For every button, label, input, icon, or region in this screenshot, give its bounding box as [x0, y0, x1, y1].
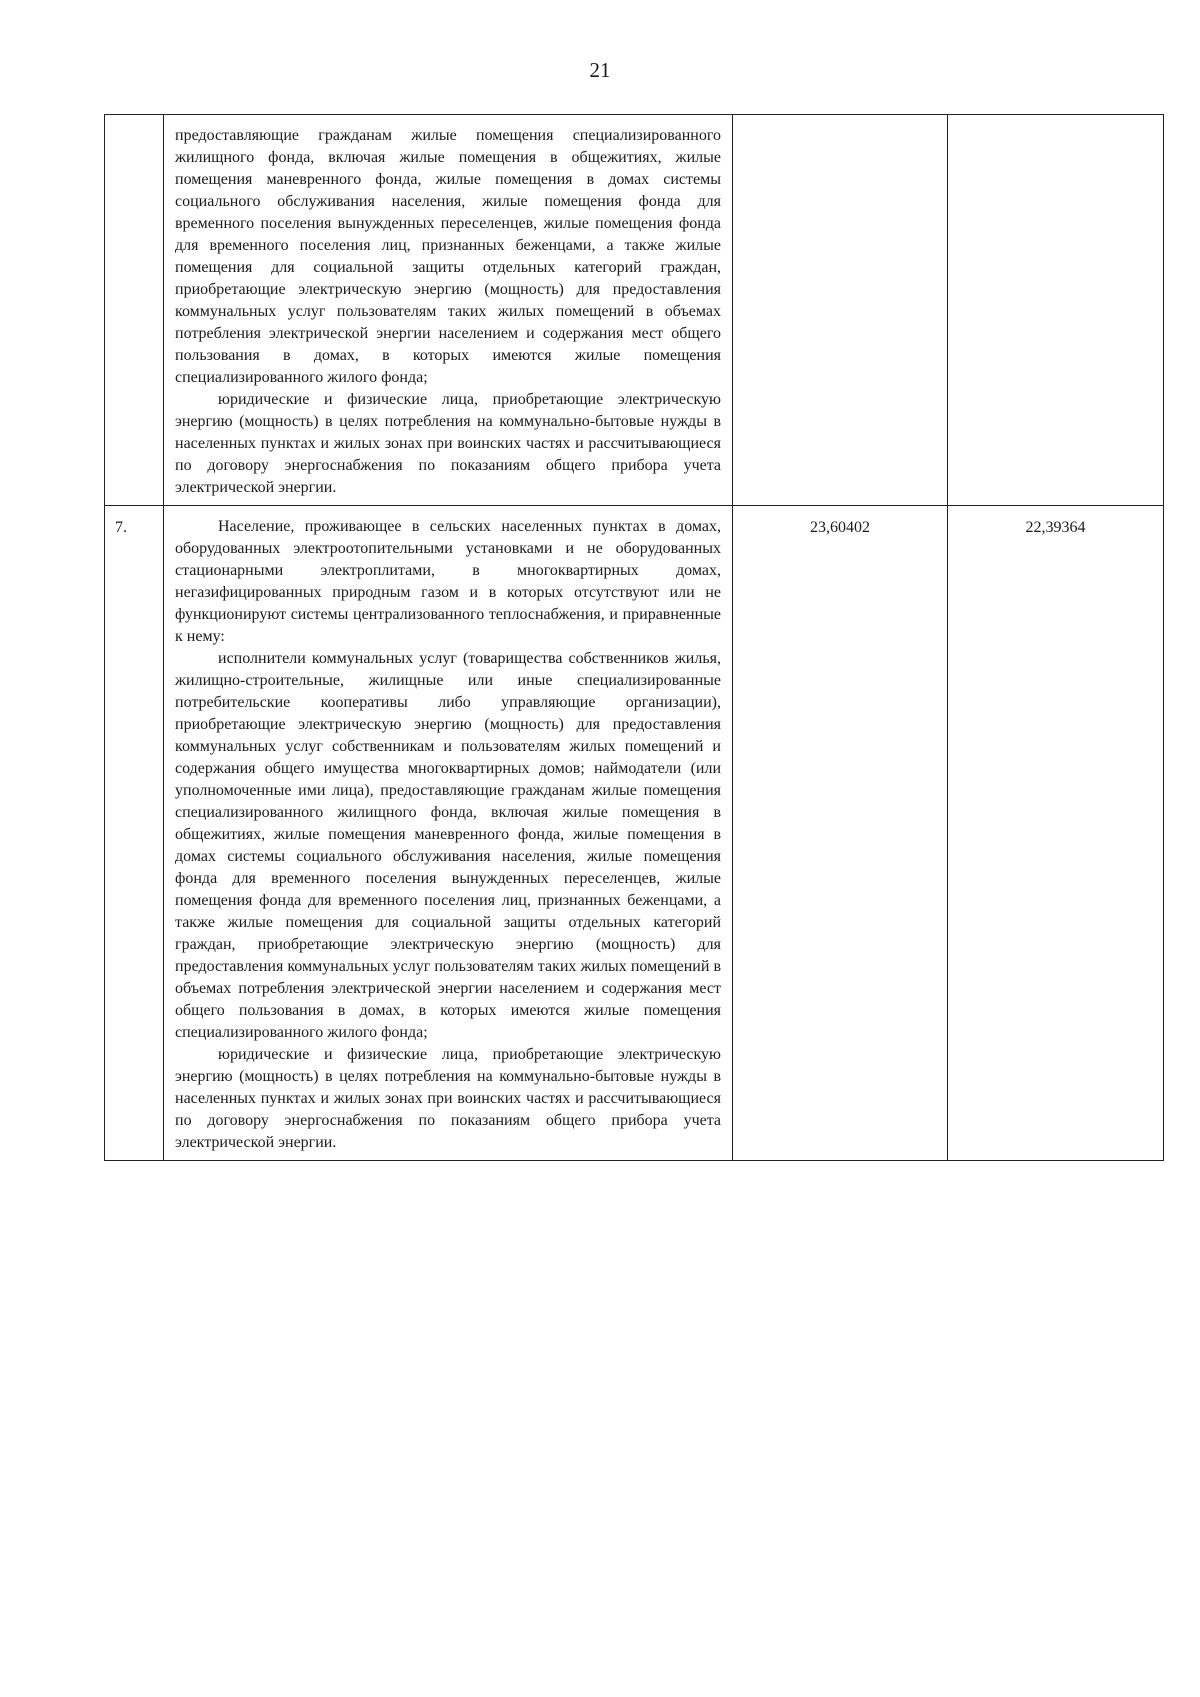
- row-description-cell: [164, 115, 733, 506]
- row-value-cell-1: [733, 115, 948, 506]
- row-value-1: 23,60402: [810, 519, 870, 536]
- row-value-2: 22,39364: [1025, 519, 1086, 536]
- description-paragraph: Население, проживающее в сельских населенных пунктах в домах, оборудованных электроотопительными установками и не оборудованных стационарными электроплитами, в многоквартирных домах, негазифицированных природным газом и в которых отсутствуют или не функционируют системы централизованного теплоснабжения, и приравненные к нему:: [175, 518, 721, 645]
- row-number: [105, 115, 163, 127]
- description-paragraph: юридические и физические лица, приобретающие электрическую энергию (мощность) в целях потребления на коммунально-бытовые нужды в населенных пунктах и жилых зонах при воинских частях и рассчитывающиеся по договору энергоснабжения по показаниям общего прибора учета электрической энергии.: [175, 391, 721, 496]
- row-number: 7.: [115, 519, 127, 536]
- row-description: [164, 115, 732, 505]
- row-value-2: [948, 115, 1163, 127]
- table-row: [105, 506, 1164, 1161]
- row-value-cell-2: [948, 506, 1164, 1161]
- description-paragraph: предоставляющие гражданам жилые помещения специализированного жилищного фонда, включая жилые помещения в общежитиях, жилые помещения маневренного фонда, жилые помещения в домах системы социального обслуживания населения, жилые помещения фонда для временного поселения вынужденных переселенцев, жилые помещения фонда для временного поселения лиц, признанных беженцами, а также жилые помещения для социальной защиты отдельных категорий граждан, приобретающие электрическую энергию (мощность) для предоставления коммунальных услуг пользователям таких жилых помещений в объемах потребления электрической энергии населением и содержания мест общего пользования в домах, в которых имеются жилые помещения специализированного жилого фонда;: [175, 127, 721, 386]
- page-number: 21: [589, 58, 611, 82]
- table-row: [105, 115, 1164, 506]
- row-description: [164, 506, 732, 1160]
- tariff-table: [104, 114, 1164, 1161]
- row-description-cell: [164, 506, 733, 1161]
- description-paragraph: юридические и физические лица, приобретающие электрическую энергию (мощность) в целях потребления на коммунально-бытовые нужды в населенных пунктах и жилых зонах при воинских частях и рассчитывающиеся по договору энергоснабжения по показаниям общего прибора учета электрической энергии.: [175, 1046, 721, 1151]
- row-value-cell-1: [733, 506, 948, 1161]
- row-number-cell: [105, 115, 164, 506]
- description-paragraph: исполнители коммунальных услуг (товарищества собственников жилья, жилищно-строительные, жилищные или иные специализированные потребительские кооперативы либо управляющие организации), приобретающие электрическую энергию (мощность) для предоставления коммунальных услуг собственникам и пользователям жилых помещений и содержания общего имущества многоквартирных домов; наймодатели (или уполномоченные ими лица), предоставляющие гражданам жилые помещения специализированного жилищного фонда, включая жилые помещения в общежитиях, жилые помещения маневренного фонда, жилые помещения в домах системы социального обслуживания населения, жилые помещения фонда для временного поселения вынужденных переселенцев, жилые помещения фонда для временного поселения лиц, признанных беженцами, а также жилые помещения для социальной защиты отдельных категорий граждан, приобретающие электрическую энергию (мощность) для предоставления коммунальных услуг пользователям таких жилых помещений в объемах потребления электрической энергии населением и содержания мест общего пользования в домах, в которых имеются жилые помещения специализированного жилого фонда;: [175, 650, 721, 1041]
- row-value-1: [733, 115, 947, 127]
- row-number-cell: [105, 506, 164, 1161]
- row-value-cell-2: [948, 115, 1164, 506]
